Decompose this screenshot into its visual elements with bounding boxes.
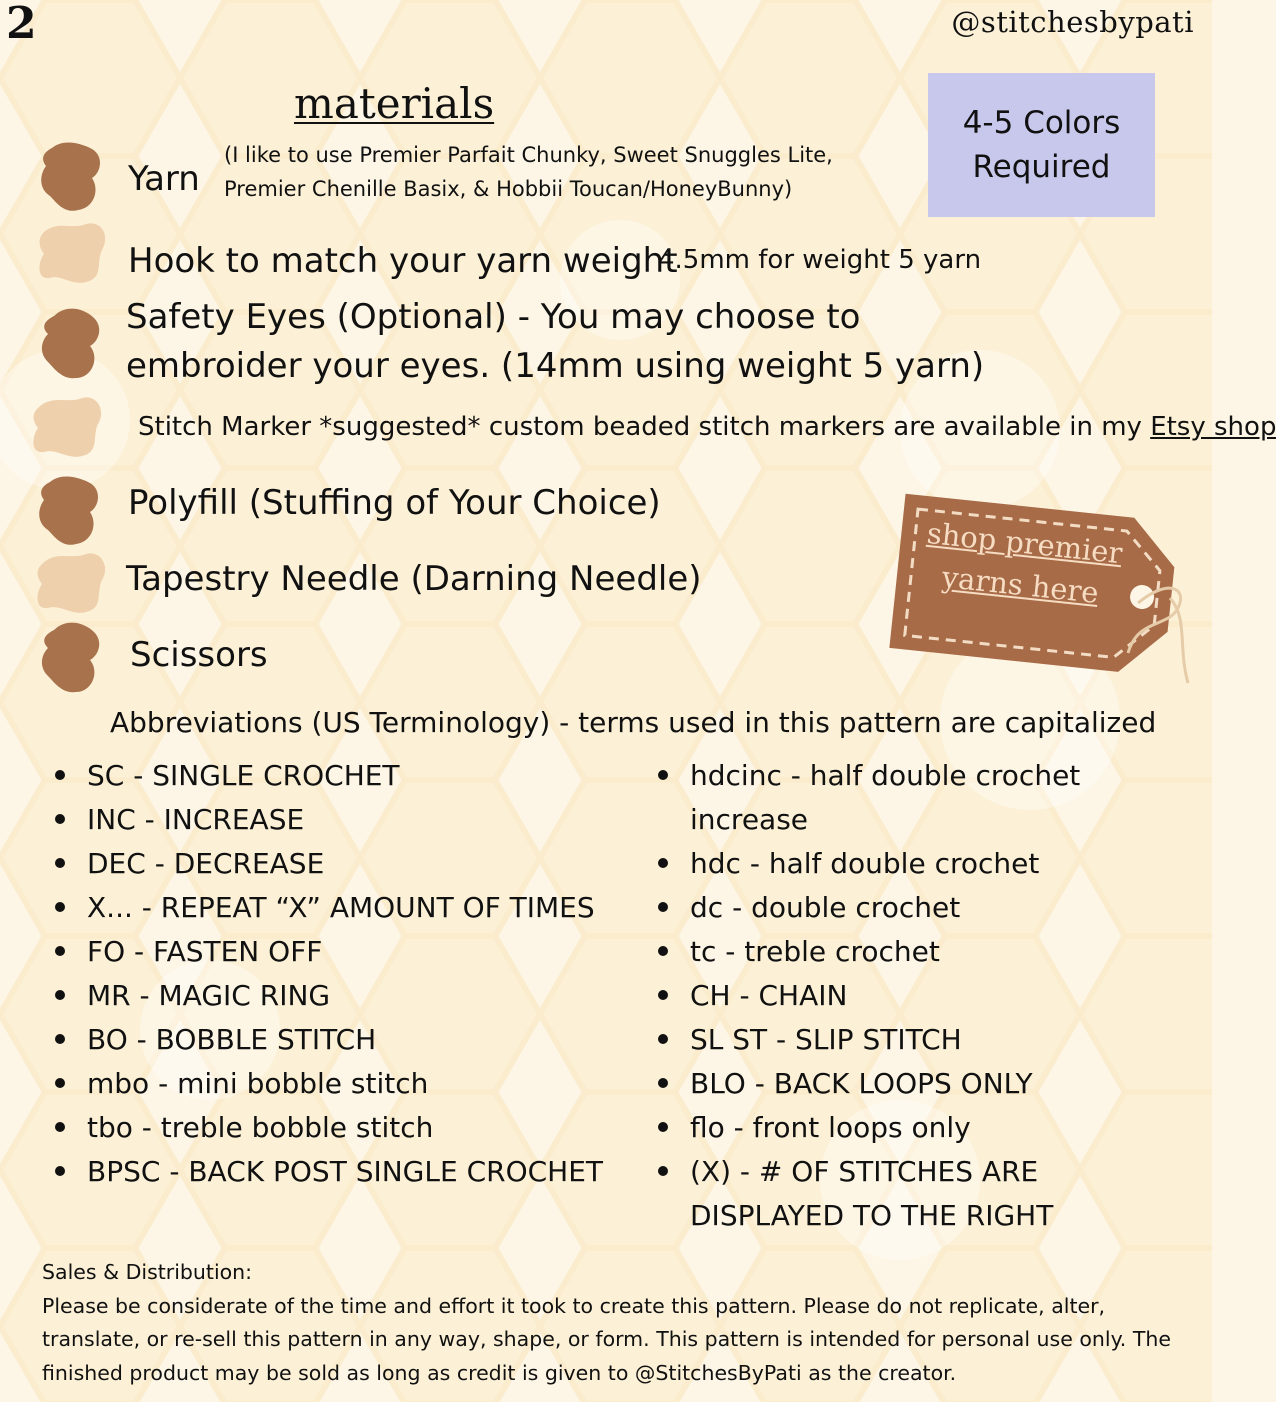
page-title: materials [294,79,495,128]
footer-heading: Sales & Distribution: [42,1260,253,1284]
abbr-text: BPSC - BACK POST SINGLE CROCHET [87,1155,604,1188]
abbr-text-continued: DISPLAYED TO THE RIGHT [690,1199,1054,1232]
abbr-text: BLO - BACK LOOPS ONLY [690,1067,1033,1100]
material-hook: Hook to match your yarn weight [128,241,678,281]
light-blob-icon [32,396,104,458]
list-item [658,1106,1080,1150]
list-item [658,1062,1080,1106]
list-item [55,930,603,974]
dark-blob-icon [38,140,104,214]
material-yarn: Yarn [128,159,200,199]
abbr-text: SC - SINGLE CROCHET [87,759,400,792]
abbr-text: X... - REPEAT “X” AMOUNT OF TIMES [87,891,595,924]
dark-blob-icon [38,306,104,382]
list-item [55,886,603,930]
abbr-text: CH - CHAIN [690,979,848,1012]
material-stitch-marker [138,410,1276,444]
material-hook-note: 4.5mm for weight 5 yarn [658,245,982,275]
footer-body: Please be considerate of the time and effort it took to create this pattern. Please do not replicate, alter, translate, or re-sell this pattern in any way, shape, or form. This pattern is intended for personal use only. The finished product may be sold as long as credit is given to @StitchesByPati as the creator. [42,1293,1171,1385]
list-item [658,1150,1080,1238]
abbr-text: DEC - DECREASE [87,847,325,880]
list-item [55,1150,603,1194]
page-number: 2 [6,0,37,49]
list-item [658,1018,1080,1062]
list-item [658,886,1080,930]
abbr-text: tbo - treble bobble stitch [87,1111,434,1144]
abbr-text: SL ST - SLIP STITCH [690,1023,962,1056]
list-item [55,974,603,1018]
abbr-text: (X) - # OF STITCHES ARE [690,1155,1039,1188]
list-item [55,1018,603,1062]
abbr-text: tc - treble crochet [690,935,940,968]
author-handle: @stitchesbypati [951,5,1194,39]
abbr-text-continued: increase [690,803,809,836]
etsy-shop-link[interactable]: Etsy shop [1150,412,1276,442]
material-polyfill: Polyfill (Stuffing of Your Choice) [128,483,661,523]
list-item [658,974,1080,1018]
light-blob-icon [36,552,108,614]
abbr-text: FO - FASTEN OFF [87,935,323,968]
dark-blob-icon [36,474,102,548]
abbr-text: hdc - half double crochet [690,847,1040,880]
abbr-text: flo - front loops only [690,1111,971,1144]
list-item [658,842,1080,886]
list-item [658,930,1080,974]
material-yarn-note: (I like to use Premier Parfait Chunky, Sweet Snuggles Lite, Premier Chenille Basix, & Hobbii Toucan/HoneyBunny) [224,143,833,201]
abbr-text: MR - MAGIC RING [87,979,331,1012]
material-safety-eyes-line1: Safety Eyes (Optional) - You may choose to [126,297,861,337]
material-safety-eyes-line2: embroider your eyes. (14mm using weight 5 yarn) [126,346,985,386]
abbr-text: hdcinc - half double crochet [690,759,1081,792]
list-item [55,798,603,842]
sales-distribution-notice [42,1256,1182,1390]
abbr-text: INC - INCREASE [87,803,305,836]
colors-required-badge [928,73,1155,217]
material-scissors: Scissors [130,635,268,675]
abbr-text: BO - BOBBLE STITCH [87,1023,377,1056]
list-item [55,842,603,886]
list-item [658,754,1080,842]
list-item [55,1062,603,1106]
material-tapestry-needle: Tapestry Needle (Darning Needle) [126,559,702,599]
list-item [55,754,603,798]
abbr-text: dc - double crochet [690,891,961,924]
abbreviations-right-list [658,754,1080,1238]
shop-premier-yarns-link[interactable]: shop premier yarns here [925,515,1125,611]
abbreviations-left-list [55,754,603,1194]
light-blob-icon [38,222,108,284]
colors-required-text: 4-5 Colors Required [962,105,1121,185]
abbreviations-heading: Abbreviations (US Terminology) - terms used in this pattern are capitalized [110,706,1157,739]
stitch-marker-text: Stitch Marker *suggested* custom beaded stitch markers are available in my [138,412,1151,442]
dark-blob-icon [38,620,104,696]
list-item [55,1106,603,1150]
abbr-text: mbo - mini bobble stitch [87,1067,429,1100]
